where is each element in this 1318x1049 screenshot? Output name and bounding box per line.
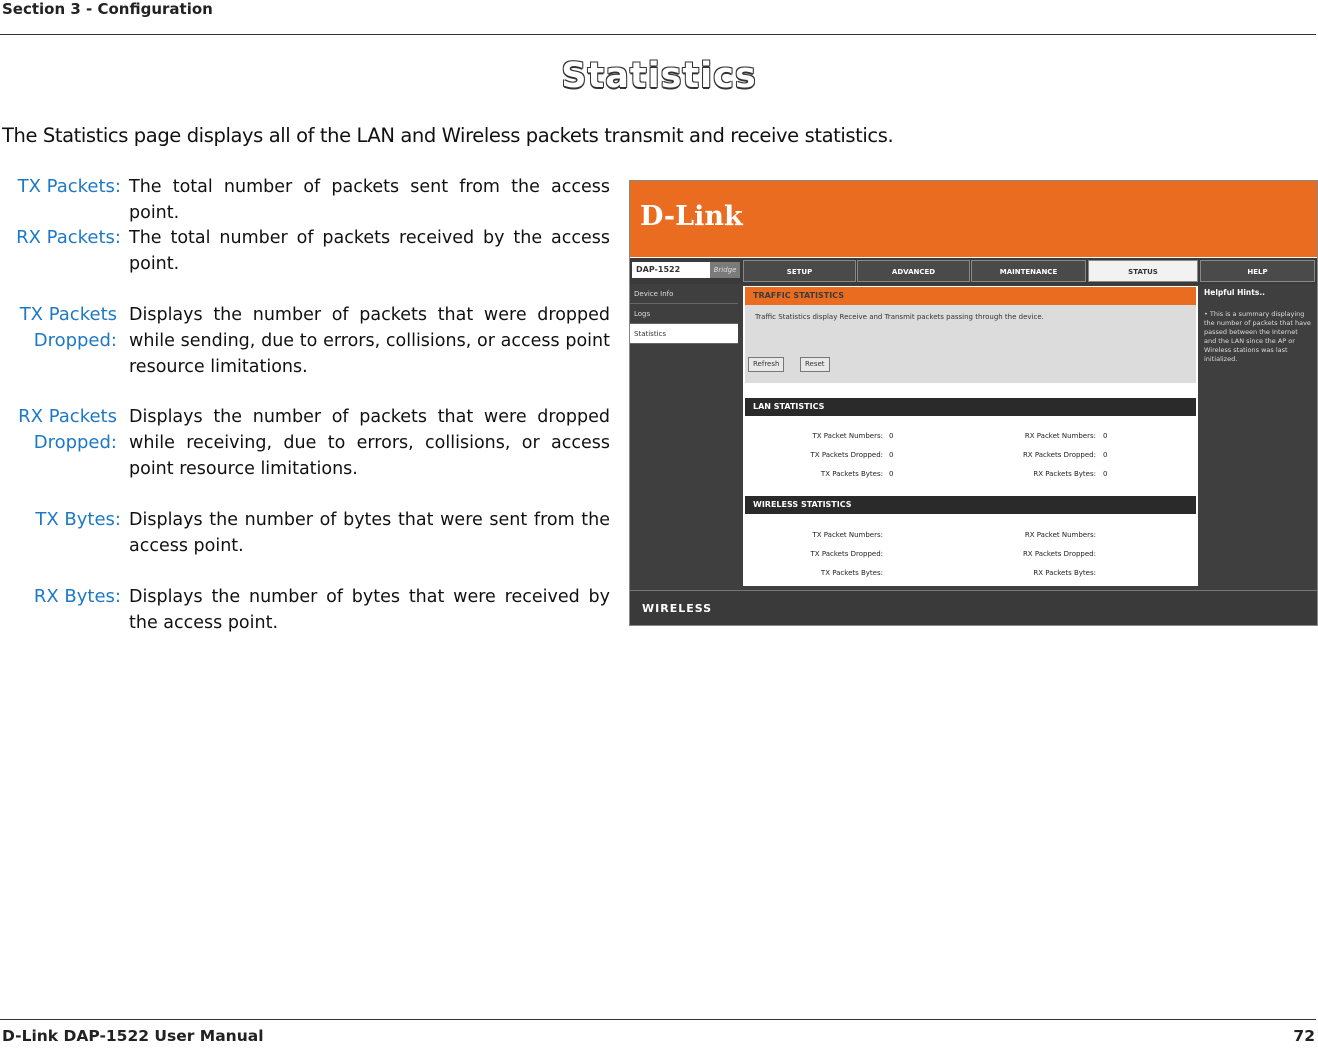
term-tx-bytes: TX Bytes: — [35, 509, 121, 530]
lan-statistics-header: LAN STATISTICS — [745, 398, 1196, 416]
hints-text: • This is a summary displaying the number of packets that have passed between the Internet and the LAN since the AP or Wireless stations was last initialized. — [1204, 310, 1311, 363]
term-tx-packets: TX Packets: — [17, 176, 121, 197]
lan-tx-bytes-value: 0 — [889, 470, 894, 478]
desc-rx-packets-dropped: Displays the number of packets that were dropped while receiving, due to errors, collisions, or access point resource limitations. — [129, 407, 610, 479]
lan-tx-dropped-label: TX Packets Dropped: — [810, 451, 883, 459]
refresh-button[interactable]: Refresh — [748, 357, 784, 372]
traffic-statistics-header: TRAFFIC STATISTICS — [745, 287, 1196, 305]
lan-rx-numbers-label: RX Packet Numbers: — [1024, 432, 1096, 440]
desc-tx-bytes: Displays the number of bytes that were sent from the access point. — [129, 510, 610, 556]
wireless-tx-bytes-label: TX Packets Bytes: — [820, 569, 883, 577]
lan-tx-bytes-label: TX Packets Bytes: — [820, 470, 883, 478]
router-statistics-screenshot — [629, 180, 1318, 626]
lan-tx-dropped-value: 0 — [889, 451, 894, 459]
dlink-banner — [630, 181, 1317, 257]
section-header: Section 3 - Configuration — [2, 0, 213, 18]
term-rx-packets: RX Packets: — [16, 227, 121, 248]
tab-status[interactable]: STATUS — [1088, 260, 1198, 282]
dlink-logo: D-Link — [640, 201, 743, 232]
lan-tx-numbers-label: TX Packet Numbers: — [812, 432, 883, 440]
wireless-statistics-header: WIRELESS STATISTICS — [745, 496, 1196, 514]
desc-rx-packets: The total number of packets received by the access point. — [129, 228, 610, 274]
lan-rx-dropped-value: 0 — [1103, 451, 1108, 459]
top-divider — [0, 34, 1316, 35]
tab-advanced[interactable]: ADVANCED — [857, 260, 970, 282]
hints-title: Helpful Hints.. — [1204, 288, 1266, 297]
sidebar — [630, 284, 741, 590]
traffic-description: Traffic Statistics display Receive and Transmit packets passing through the device. — [755, 313, 1044, 321]
term-rx-bytes: RX Bytes: — [33, 586, 121, 607]
lan-rx-numbers-value: 0 — [1103, 432, 1108, 440]
desc-rx-bytes: Displays the number of bytes that were received by the access point. — [129, 587, 610, 633]
traffic-statistics-body — [745, 305, 1196, 383]
wireless-footer-label: WIRELESS — [642, 602, 713, 615]
wireless-tx-dropped-label: TX Packets Dropped: — [810, 550, 883, 558]
mode-label: Bridge — [710, 262, 740, 278]
tab-setup[interactable]: SETUP — [743, 260, 856, 282]
page-number: 72 — [1293, 1027, 1315, 1045]
desc-tx-packets: The total number of packets sent from the access point. — [129, 177, 610, 223]
sidebar-item-statistics[interactable]: Statistics — [630, 324, 738, 344]
term-rx-packets-dropped: RX Packets Dropped: — [18, 406, 117, 453]
lan-rx-dropped-label: RX Packets Dropped: — [1022, 451, 1096, 459]
intro-text: The Statistics page displays all of the LAN and Wireless packets transmit and receive statistics. — [2, 124, 894, 147]
screenshot-footer — [630, 590, 1317, 626]
reset-button[interactable]: Reset — [800, 357, 830, 372]
wireless-tx-numbers-label: TX Packet Numbers: — [812, 531, 883, 539]
desc-tx-packets-dropped: Displays the number of packets that were dropped while sending, due to errors, collisions, or access point resource limitations. — [129, 305, 610, 377]
tab-maintenance[interactable]: MAINTENANCE — [971, 260, 1086, 282]
wireless-rx-bytes-label: RX Packets Bytes: — [1033, 569, 1096, 577]
statistics-panel — [743, 286, 1198, 586]
tab-help[interactable]: HELP — [1200, 260, 1315, 282]
page-title: Statistics — [561, 56, 757, 96]
model-label: DAP-1522 — [632, 262, 710, 278]
helpful-hints-panel — [1200, 284, 1317, 590]
sidebar-item-device-info[interactable]: Device Info — [630, 284, 738, 304]
lan-rx-bytes-value: 0 — [1103, 470, 1108, 478]
lan-rx-bytes-label: RX Packets Bytes: — [1033, 470, 1096, 478]
wireless-rx-numbers-label: RX Packet Numbers: — [1024, 531, 1096, 539]
nav-tabs — [630, 257, 1317, 285]
manual-title: D-Link DAP-1522 User Manual — [2, 1027, 264, 1045]
lan-tx-numbers-value: 0 — [889, 432, 894, 440]
term-tx-packets-dropped: TX Packets Dropped: — [19, 304, 117, 351]
bottom-divider — [0, 1019, 1316, 1020]
sidebar-item-logs[interactable]: Logs — [630, 304, 738, 324]
wireless-rx-dropped-label: RX Packets Dropped: — [1022, 550, 1096, 558]
